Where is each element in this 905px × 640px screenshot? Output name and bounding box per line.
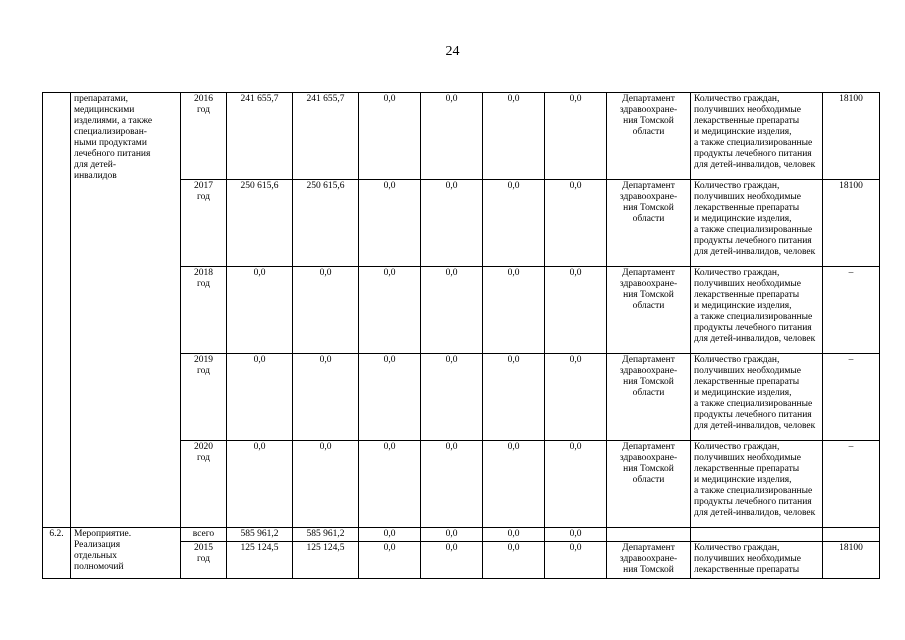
total-amount-cell: 250 615,6 — [227, 180, 293, 267]
federal-budget-cell: 0,0 — [359, 180, 421, 267]
local-budget-cell: 0,0 — [421, 354, 483, 441]
department-cell: Департамент здравоохране- ния Томской области — [607, 267, 691, 354]
total-amount-cell: 241 655,7 — [227, 93, 293, 180]
target-value-cell: – — [823, 267, 880, 354]
indicator-cell: Количество граждан, получивших необходимые лекарственные препараты и медицинские изделия, а также специализированные продукты лечебного питания для детей-инвалидов, человек — [691, 180, 823, 267]
department-cell — [607, 528, 691, 542]
program-table — [42, 92, 880, 579]
local-budget-cell: 0,0 — [421, 441, 483, 528]
year-cell: 2015 год — [181, 542, 227, 579]
year-cell: 2017 год — [181, 180, 227, 267]
amount-cell: 0,0 — [545, 542, 607, 579]
local-budget-cell: 0,0 — [421, 267, 483, 354]
amount-cell: 0,0 — [545, 528, 607, 542]
indicator-cell: Количество граждан, получивших необходимые лекарственные препараты и медицинские изделия, а также специализированные продукты лечебного питания для детей-инвалидов, человек — [691, 354, 823, 441]
total-amount-cell: 0,0 — [227, 354, 293, 441]
amount-cell: 0,0 — [421, 528, 483, 542]
other-source-cell: 0,0 — [483, 354, 545, 441]
department-cell: Департамент здравоохране- ния Томской области — [607, 180, 691, 267]
federal-budget-cell: 0,0 — [359, 441, 421, 528]
regional-budget-cell: 241 655,7 — [293, 93, 359, 180]
amount-cell: 585 961,2 — [227, 528, 293, 542]
department-cell: Департамент здравоохране- ния Томской области — [607, 93, 691, 180]
table-row — [43, 528, 880, 542]
other-source-cell: 0,0 — [483, 93, 545, 180]
indicator-cell: Количество граждан, получивших необходимые лекарственные препараты и медицинские изделия, а также специализированные продукты лечебного питания для детей-инвалидов, человек — [691, 93, 823, 180]
year-cell: 2019 год — [181, 354, 227, 441]
amount-cell: 0,0 — [359, 528, 421, 542]
target-value-cell — [823, 528, 880, 542]
item-name-cell: препаратами, медицинскими изделиями, а также специализирован- ными продуктами лечебного питания для детей- инвалидов — [71, 93, 181, 528]
regional-budget-cell: 0,0 — [293, 354, 359, 441]
amount-cell: 0,0 — [421, 542, 483, 579]
year-cell: всего — [181, 528, 227, 542]
extra-source-cell: 0,0 — [545, 267, 607, 354]
table-row — [43, 93, 880, 180]
amount-cell: 0,0 — [483, 528, 545, 542]
extra-source-cell: 0,0 — [545, 441, 607, 528]
amount-cell: 125 124,5 — [293, 542, 359, 579]
local-budget-cell: 0,0 — [421, 93, 483, 180]
amount-cell: 0,0 — [359, 542, 421, 579]
indicator-cell: Количество граждан, получивших необходимые лекарственные препараты — [691, 542, 823, 579]
target-value-cell: 18100 — [823, 180, 880, 267]
amount-cell: 125 124,5 — [227, 542, 293, 579]
amount-cell: 585 961,2 — [293, 528, 359, 542]
federal-budget-cell: 0,0 — [359, 267, 421, 354]
department-cell: Департамент здравоохране- ния Томской области — [607, 441, 691, 528]
indicator-cell — [691, 528, 823, 542]
other-source-cell: 0,0 — [483, 441, 545, 528]
year-cell: 2016 год — [181, 93, 227, 180]
extra-source-cell: 0,0 — [545, 93, 607, 180]
item-name-cell: Мероприятие. Реализация отдельных полномочий — [71, 528, 181, 579]
item-number-cell — [43, 93, 71, 528]
federal-budget-cell: 0,0 — [359, 93, 421, 180]
extra-source-cell: 0,0 — [545, 180, 607, 267]
target-value-cell: – — [823, 441, 880, 528]
target-value-cell: – — [823, 354, 880, 441]
indicator-cell: Количество граждан, получивших необходимые лекарственные препараты и медицинские изделия, а также специализированные продукты лечебного питания для детей-инвалидов, человек — [691, 267, 823, 354]
federal-budget-cell: 0,0 — [359, 354, 421, 441]
other-source-cell: 0,0 — [483, 180, 545, 267]
target-value-cell: 18100 — [823, 542, 880, 579]
page-number: 24 — [445, 44, 460, 59]
regional-budget-cell: 250 615,6 — [293, 180, 359, 267]
regional-budget-cell: 0,0 — [293, 441, 359, 528]
item-number-cell: 6.2. — [43, 528, 71, 579]
department-cell: Департамент здравоохране- ния Томской — [607, 542, 691, 579]
target-value-cell: 18100 — [823, 93, 880, 180]
total-amount-cell: 0,0 — [227, 441, 293, 528]
department-cell: Департамент здравоохране- ния Томской области — [607, 354, 691, 441]
year-cell: 2018 год — [181, 267, 227, 354]
amount-cell: 0,0 — [483, 542, 545, 579]
local-budget-cell: 0,0 — [421, 180, 483, 267]
year-cell: 2020 год — [181, 441, 227, 528]
indicator-cell: Количество граждан, получивших необходимые лекарственные препараты и медицинские изделия, а также специализированные продукты лечебного питания для детей-инвалидов, человек — [691, 441, 823, 528]
regional-budget-cell: 0,0 — [293, 267, 359, 354]
extra-source-cell: 0,0 — [545, 354, 607, 441]
total-amount-cell: 0,0 — [227, 267, 293, 354]
other-source-cell: 0,0 — [483, 267, 545, 354]
